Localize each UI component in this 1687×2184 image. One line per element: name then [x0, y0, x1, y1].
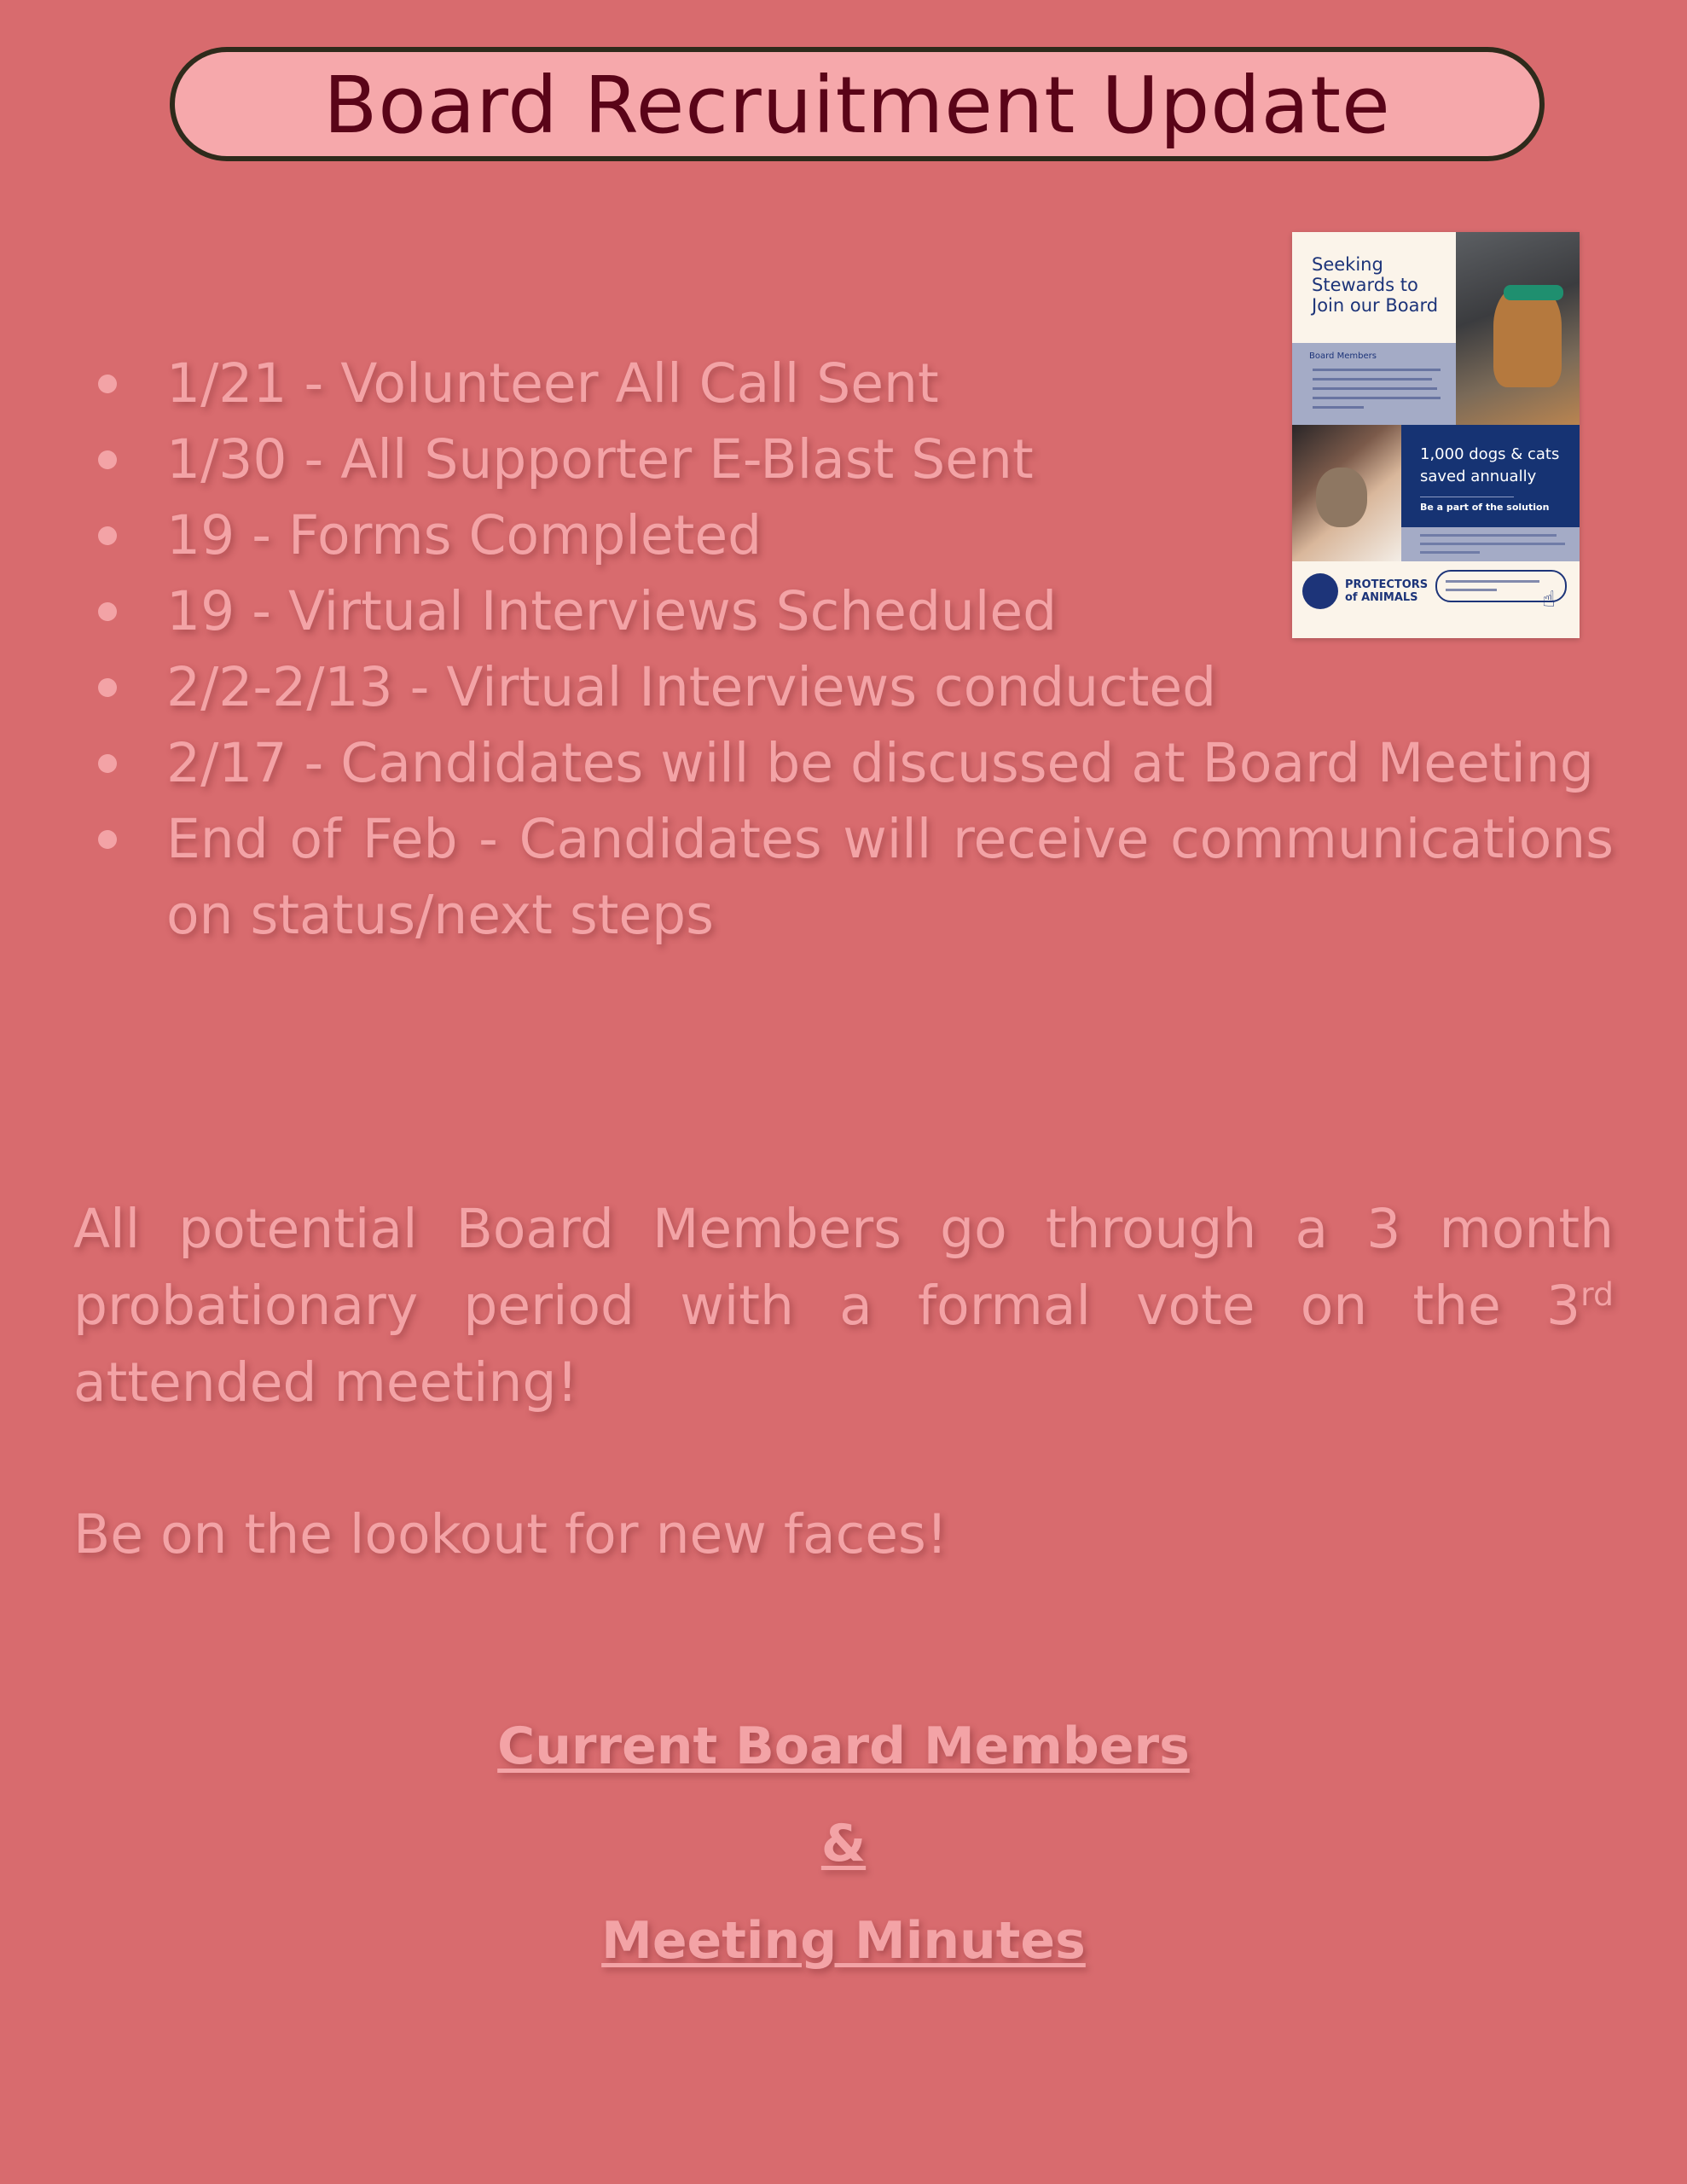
timeline-item: 2/17 - Candidates will be discussed at Board Meeting: [166, 725, 1614, 801]
dog-shape: [1493, 285, 1562, 387]
timeline-item: End of Feb - Candidates will receive communications on status/next steps: [166, 801, 1614, 953]
meeting-minutes-row: [0, 1911, 1687, 1971]
probation-note: [73, 1191, 1614, 1421]
flyer-heading: Seeking Stewards to Join our Board: [1312, 254, 1439, 316]
title-banner: [170, 47, 1545, 161]
flyer-footer: [1292, 561, 1580, 638]
paw-logo-icon: [1302, 573, 1338, 609]
flyer-stat-panel: [1401, 425, 1580, 527]
cat-photo: [1292, 425, 1401, 561]
timeline-item: 1/21 - Volunteer All Call Sent: [166, 346, 1614, 421]
timeline-item: 19 - Forms Completed: [166, 497, 1614, 573]
dog-photo: [1456, 232, 1580, 425]
flyer-text-line: [1420, 534, 1557, 537]
probation-text-end: attended meeting!: [73, 1351, 578, 1414]
lookout-note: Be on the lookout for new faces!: [73, 1503, 948, 1565]
recruitment-flyer-image: [1292, 232, 1580, 638]
flyer-text-line: [1446, 589, 1497, 591]
dog-harness-shape: [1504, 285, 1563, 300]
flyer-text-line: [1313, 369, 1441, 371]
flyer-text-line: [1313, 397, 1441, 399]
ordinal-suffix: rd: [1580, 1275, 1614, 1313]
flyer-cta: Be a part of the solution: [1420, 502, 1550, 513]
board-members-link[interactable]: Current Board Members: [497, 1716, 1190, 1776]
flyer-text-line: [1313, 387, 1437, 390]
probation-text: All potential Board Members go through a 3 month probationary period with a formal vote on the 3: [73, 1198, 1614, 1337]
flyer-stat: 1,000 dogs & cats saved annually: [1420, 445, 1560, 485]
flyer-text-line: [1313, 378, 1432, 380]
flyer-text-line: [1420, 543, 1565, 545]
flyer-text-line: [1446, 580, 1539, 583]
meeting-minutes-link[interactable]: Meeting Minutes: [601, 1911, 1086, 1971]
timeline-item: 2/2-2/13 - Virtual Interviews conducted: [166, 649, 1614, 725]
flyer-org-name: PROTECTORS of ANIMALS: [1345, 578, 1429, 604]
page-title: Board Recruitment Update: [323, 60, 1391, 151]
board-members-row: [0, 1716, 1687, 1776]
ampersand-row: [0, 1814, 1687, 1873]
cat-shape: [1316, 468, 1367, 527]
flyer-members-panel: [1292, 343, 1456, 425]
flyer-ask-panel: [1401, 527, 1580, 561]
flyer-text-line: [1313, 406, 1364, 409]
pointing-hand-icon: ☝: [1542, 587, 1556, 613]
timeline-item: 19 - Virtual Interviews Scheduled: [166, 573, 1614, 649]
ampersand-link[interactable]: &: [820, 1814, 867, 1873]
flyer-members-heading: Board Members: [1309, 351, 1377, 361]
flyer-heading-panel: [1292, 232, 1456, 343]
timeline-item: 1/30 - All Supporter E-Blast Sent: [166, 421, 1614, 497]
flyer-text-line: [1420, 551, 1480, 554]
